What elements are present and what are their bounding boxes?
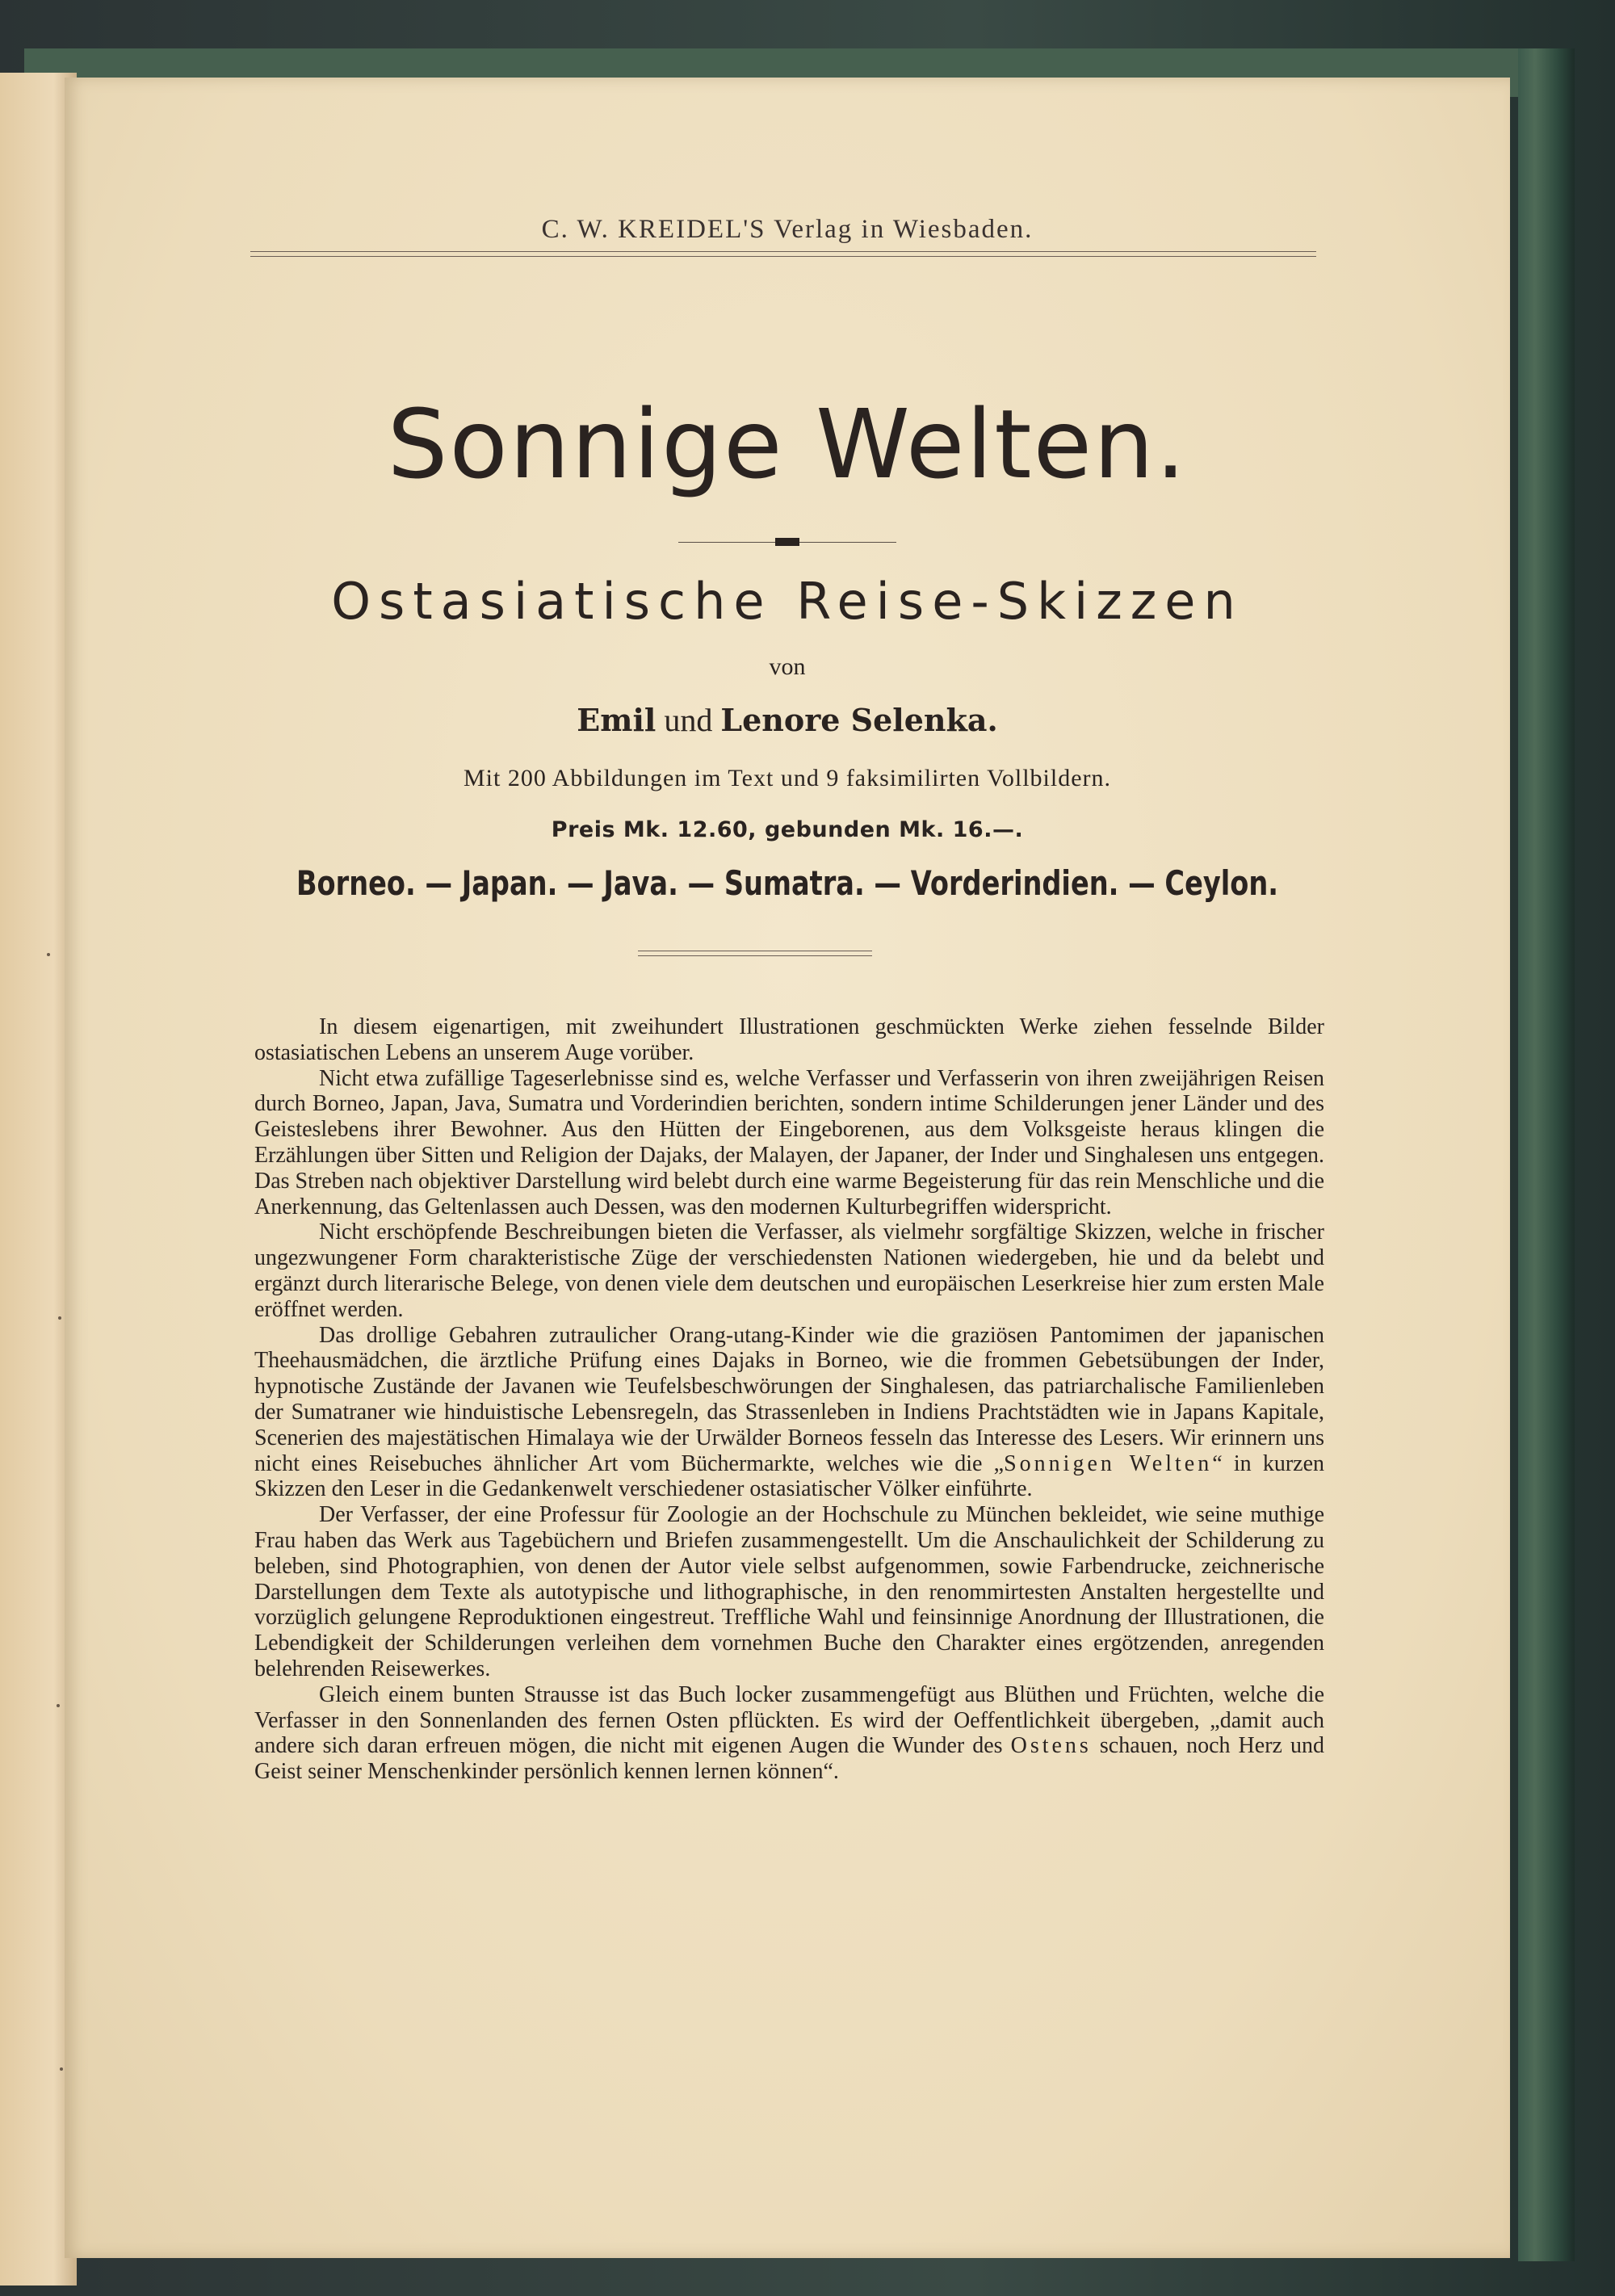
margin-mark — [47, 953, 50, 956]
margin-mark — [60, 2067, 63, 2071]
paragraph-6: Gleich einem bunten Strausse ist das Buch locker zusammengefügt aus Blüthen und Früchten, welche die Verfasser in den Sonnenlanden des fernen Osten pflückten. Es wird der Oeffentlichkeit übergeben, „damit auch andere sich daran erfreuen mögen, die nicht mit eigenen Augen die Wunder des Ostens schauen, noch Herz und Geist seiner Menschenkinder persönlich kennen lernen können“. — [254, 1681, 1324, 1785]
price-line: Preis Mk. 12.60, gebunden Mk. 16.—. — [551, 817, 1024, 842]
margin-mark — [57, 1704, 60, 1707]
by-line: von — [769, 653, 806, 680]
illustrations-note: Mit 200 Abbildungen im Text und 9 faksimilirten Vollbildern. — [463, 765, 1112, 791]
places-line: Borneo. — Japan. — Java. — Sumatra. — Vorderindien. — Ceylon. — [296, 863, 1279, 903]
title-ornament-dash — [775, 538, 799, 546]
paragraph-2: Nicht etwa zufällige Tageserlebnisse sind es, welche Verfasser und Verfasserin von ihren zweijährigen Reisen durch Borneo, Japan, Java, Sumatra und Vorderindien berichten, sondern intime Schilderungen jener Länder und des Geisteslebens ihrer Bewohner. Aus den Hütten der Eingeborenen, aus dem Volksgeiste heraus klingen die Erzählungen über Sitten und Religion der Dajaks, der Malayen, der Japaner, der Inder und Singhalesen uns entgegen. Das Streben nach objektiver Darstellung wird belebt durch eine warme Begeisterung für das rein Menschliche und die Anerkennung, das Geltenlassen auch Dessen, was den modernen Kulturbegriffen widerspricht. — [254, 1065, 1324, 1219]
author-first: Emil — [577, 702, 656, 738]
publisher-line: C. W. KREIDEL'S Verlag in Wiesbaden. — [541, 215, 1034, 244]
spaced-word-ostens: Ostens — [1010, 1733, 1092, 1759]
spaced-title-reference: Sonnigen Welten — [1004, 1450, 1213, 1476]
book-page — [65, 78, 1510, 2258]
margin-mark — [58, 1316, 61, 1320]
top-double-rule — [250, 251, 1316, 257]
author-conjunction: und — [664, 702, 713, 738]
paragraph-4: Das drollige Gebahren zutraulicher Orang-utang-Kinder wie die graziösen Pantomimen der japanischen Theehausmädchen, die ärztliche Prüfung eines Dajaks in Borneo, wie die frommen Gebetsübungen der Inder, hypnotische Zustände der Javanen wie Teufelsbeschwörungen der Singhalesen, das patriarchalische Familienleben der Sumatraner wie hinduistische Lebensregeln, das Strassenleben in Indiens Prachtstädten wie in Japans Kapitale, Scenerien des majestätischen Himalaya wie der Urwälder Borneos fesseln das Interesse des Lesers. Wir erinnern uns nicht eines Reisebuches ähnlicher Art vom Büchermarkte, welches wie die „Sonnigen Welten“ in kurzen Skizzen den Leser in die Gedankenwelt verschiedener ostasiatischer Völker einführte. — [254, 1322, 1325, 1502]
description-text — [254, 1014, 1324, 1785]
paragraph-3: Nicht erschöpfende Beschreibungen bieten die Verfasser, als vielmehr sorgfältige Skizzen, welche in frischer ungezwungener Form charakteristische Züge der verschiedensten Nationen wiedergeben, hie und da belebt und ergänzt durch literarische Belege, von denen viele dem deutschen und europäischen Leserkreise hier zum ersten Male eröffnet werden. — [254, 1219, 1324, 1322]
author-second: Lenore Selenka. — [720, 702, 998, 738]
paragraph-5: Der Verfasser, der eine Professur für Zoologie an der Hochschule zu München bekleidet, wie seine muthige Frau haben das Werk aus Tagebüchern und Briefen zusammengestellt. Um die Anschaulichkeit der Schilderung zu beleben, sind Photographien, von denen der Autor viele selbst aufgenommen, sowie Farbendrucke, zeichnerische Darstellungen dem Texte als autotypische und lithographische, in den renommirtesten Anstalten hergestellte und vorzüglich gelungene Reproduktionen eingestreut. Treffliche Wahl und feinsinnige Anordnung der Illustrationen, die Lebendigkeit der Schilderungen verleihen dem vornehmen Buche den Charakter eines ergötzenden, anregenden belehrenden Reisewerkes. — [254, 1502, 1324, 1681]
book-subtitle: Ostasiatische Reise-Skizzen — [331, 572, 1244, 631]
middle-double-rule — [638, 951, 872, 956]
authors-line — [65, 701, 1510, 739]
book-binding-right — [1518, 48, 1575, 2261]
paragraph-1: In diesem eigenartigen, mit zweihundert Illustrationen geschmückten Werke ziehen fesselnde Bilder ostasiatischen Lebens an unserem Auge vorüber. — [254, 1014, 1324, 1065]
book-title: Sonnige Welten. — [387, 388, 1188, 500]
